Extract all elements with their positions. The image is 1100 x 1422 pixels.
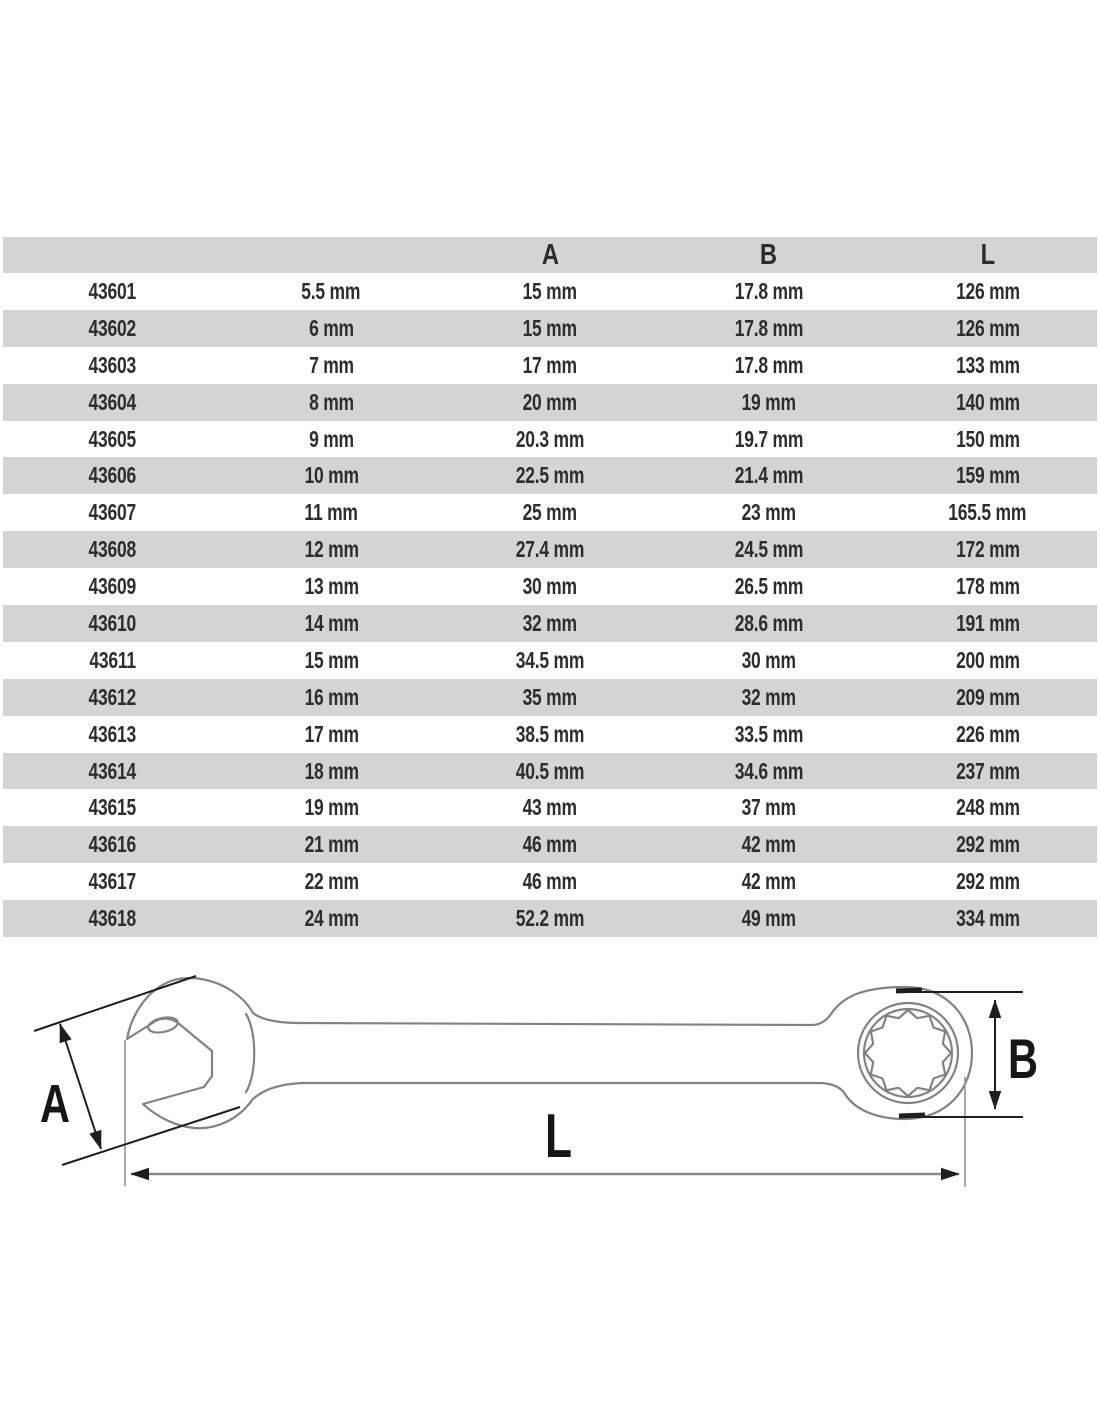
cell-value: 20.3 mm: [515, 425, 585, 452]
table-cell: [659, 610, 878, 637]
cell-value: 30 mm: [522, 573, 578, 600]
cell-value: 159 mm: [955, 462, 1020, 489]
cell-value: 26.5 mm: [734, 573, 803, 600]
item-number-cell: [3, 426, 222, 453]
cell-value: 133 mm: [955, 351, 1020, 378]
table-cell: [878, 536, 1097, 563]
cell-value: 150 mm: [955, 425, 1020, 452]
table-cell: [659, 831, 878, 858]
table-cell: [878, 721, 1097, 748]
table-cell: [441, 573, 660, 600]
table-cell: [222, 426, 441, 453]
cell-value: 43616: [88, 831, 137, 858]
item-number-cell: [3, 278, 222, 305]
header-cell-label: L: [980, 238, 995, 271]
cell-value: 46 mm: [522, 868, 578, 895]
cell-value: 200 mm: [955, 646, 1020, 673]
table-cell: [222, 831, 441, 858]
cell-value: 52.2 mm: [515, 905, 585, 932]
table-cell: [878, 758, 1097, 785]
table-cell: [878, 499, 1097, 526]
table-cell: [878, 573, 1097, 600]
table-cell: [659, 426, 878, 453]
table-cell: [659, 868, 878, 895]
table-cell: [878, 868, 1097, 895]
table-cell: [878, 389, 1097, 416]
cell-value: 15 mm: [522, 277, 578, 304]
cell-value: 43617: [88, 868, 137, 895]
table-row: [3, 753, 1097, 790]
table-cell: [222, 610, 441, 637]
dim-a-label: A: [40, 1074, 70, 1134]
cell-value: 21.4 mm: [734, 462, 803, 489]
item-number-cell: [3, 610, 222, 637]
table-cell: [222, 278, 441, 305]
table-cell: [659, 462, 878, 489]
table-row: [3, 716, 1097, 753]
cell-value: 43607: [88, 499, 137, 526]
cell-value: 7 mm: [308, 351, 354, 378]
cell-value: 15 mm: [522, 314, 578, 341]
cell-value: 19 mm: [304, 794, 359, 821]
item-number-cell: [3, 794, 222, 821]
cell-value: 172 mm: [955, 536, 1020, 563]
table-row: [3, 421, 1097, 458]
table-cell: [878, 684, 1097, 711]
table-cell: [222, 794, 441, 821]
item-number-cell: [3, 831, 222, 858]
cell-value: 22 mm: [304, 868, 359, 895]
cell-value: 37 mm: [741, 794, 796, 821]
table-cell: [222, 389, 441, 416]
cell-value: 140 mm: [955, 388, 1020, 415]
table-cell: [878, 462, 1097, 489]
cell-value: 12 mm: [304, 536, 359, 563]
table-header-row: [3, 237, 1097, 273]
dim-b-tick-top: [896, 990, 922, 991]
item-number-cell: [3, 499, 222, 526]
table-cell: [659, 721, 878, 748]
cell-value: 43610: [88, 609, 137, 636]
cell-value: 24 mm: [304, 905, 359, 932]
cell-value: 22.5 mm: [515, 462, 585, 489]
cell-value: 35 mm: [522, 683, 578, 710]
item-number-cell: [3, 315, 222, 342]
cell-value: 32 mm: [522, 609, 578, 636]
table-cell: [441, 721, 660, 748]
table-cell: [659, 647, 878, 674]
table-cell: [222, 647, 441, 674]
table-cell: [222, 758, 441, 785]
wrench-head-contour: [246, 1014, 254, 1092]
cell-value: 18 mm: [304, 757, 359, 784]
table-row: [3, 642, 1097, 679]
cell-value: 34.6 mm: [734, 757, 803, 784]
cell-value: 43613: [88, 720, 137, 747]
cell-value: 9 mm: [308, 425, 354, 452]
cell-value: 43615: [88, 794, 137, 821]
table-cell: [222, 536, 441, 563]
table-cell: [222, 462, 441, 489]
cell-value: 43608: [88, 536, 137, 563]
cell-value: 11 mm: [304, 499, 358, 526]
item-number-cell: [3, 389, 222, 416]
cell-value: 292 mm: [955, 868, 1020, 895]
cell-value: 21 mm: [304, 831, 359, 858]
cell-value: 43614: [88, 757, 137, 784]
ring-spline-teeth: [865, 1010, 951, 1096]
cell-value: 20 mm: [522, 388, 578, 415]
cell-value: 43602: [88, 314, 137, 341]
cell-value: 17 mm: [522, 351, 578, 378]
table-cell: [441, 389, 660, 416]
table-cell: [222, 905, 441, 932]
cell-value: 17.8 mm: [734, 351, 803, 378]
cell-value: 32 mm: [741, 683, 796, 710]
item-number-cell: [3, 721, 222, 748]
cell-value: 43609: [88, 573, 137, 600]
table-cell: [878, 315, 1097, 342]
cell-value: 17.8 mm: [734, 277, 803, 304]
table-cell: [441, 610, 660, 637]
table-cell: [222, 721, 441, 748]
cell-value: 43606: [88, 462, 137, 489]
cell-value: 13 mm: [304, 573, 359, 600]
wrench-diagram: [0, 950, 1100, 1422]
item-number-cell: [3, 758, 222, 785]
cell-value: 292 mm: [955, 831, 1020, 858]
cell-value: 43603: [88, 351, 137, 378]
table-cell: [441, 868, 660, 895]
table-cell: [878, 905, 1097, 932]
table-cell: [659, 573, 878, 600]
item-number-cell: [3, 868, 222, 895]
cell-value: 6 mm: [308, 314, 354, 341]
table-cell: [222, 499, 441, 526]
cell-value: 34.5 mm: [515, 646, 585, 673]
dim-b-label: B: [1008, 1027, 1038, 1090]
table-cell: [659, 684, 878, 711]
ring-outer-rim: [858, 1003, 958, 1103]
cell-value: 43612: [88, 683, 137, 710]
dim-a-extension-bottom: [62, 1107, 240, 1165]
table-cell: [222, 315, 441, 342]
cell-value: 10 mm: [304, 462, 359, 489]
table-cell: [441, 684, 660, 711]
cell-value: 27.4 mm: [515, 536, 585, 563]
table-cell: [878, 610, 1097, 637]
ring-inner-rim: [864, 1009, 952, 1097]
table-cell: [659, 315, 878, 342]
dim-a-extension-top: [34, 976, 196, 1031]
cell-value: 226 mm: [955, 720, 1020, 747]
table-cell: [441, 647, 660, 674]
cell-value: 209 mm: [955, 683, 1020, 710]
cell-value: 43 mm: [522, 794, 578, 821]
table-cell: [659, 536, 878, 563]
item-number-cell: [3, 573, 222, 600]
cell-value: 8 mm: [308, 388, 354, 415]
table-row: [3, 568, 1097, 605]
cell-value: 15 mm: [304, 646, 359, 673]
cell-value: 43604: [88, 388, 137, 415]
cell-value: 178 mm: [955, 573, 1020, 600]
cell-value: 165.5 mm: [948, 499, 1027, 526]
table-cell: [659, 758, 878, 785]
table-cell: [441, 905, 660, 932]
cell-value: 43601: [88, 277, 137, 304]
spec-table: [3, 237, 1097, 937]
table-row: [3, 900, 1097, 937]
cell-value: 17.8 mm: [734, 314, 803, 341]
cell-value: 43605: [88, 425, 137, 452]
table-cell: [441, 315, 660, 342]
table-cell: [441, 831, 660, 858]
dim-b-tick-bottom: [899, 1115, 925, 1116]
cell-value: 42 mm: [741, 831, 796, 858]
cell-value: 49 mm: [741, 905, 796, 932]
cell-value: 17 mm: [304, 720, 359, 747]
cell-value: 24.5 mm: [734, 536, 803, 563]
table-cell: [878, 647, 1097, 674]
cell-value: 30 mm: [741, 646, 796, 673]
cell-value: 14 mm: [304, 609, 359, 636]
table-row: [3, 605, 1097, 642]
header-cell-3: [659, 239, 878, 272]
table-cell: [441, 352, 660, 379]
table-cell: [441, 794, 660, 821]
cell-value: 5.5 mm: [301, 277, 361, 304]
table-cell: [441, 426, 660, 453]
table-cell: [659, 905, 878, 932]
table-row: [3, 384, 1097, 421]
header-cell-label: B: [760, 238, 778, 271]
table-cell: [878, 831, 1097, 858]
item-number-cell: [3, 462, 222, 489]
table-cell: [659, 389, 878, 416]
cell-value: 126 mm: [955, 277, 1020, 304]
cell-value: 334 mm: [955, 905, 1020, 932]
item-number-cell: [3, 684, 222, 711]
table-cell: [441, 278, 660, 305]
table-row: [3, 679, 1097, 716]
table-cell: [222, 684, 441, 711]
dim-l-label: L: [545, 1102, 572, 1171]
table-body: [3, 273, 1097, 937]
table-cell: [441, 758, 660, 785]
table-cell: [441, 536, 660, 563]
table-cell: [222, 352, 441, 379]
table-cell: [441, 499, 660, 526]
cell-value: 126 mm: [955, 314, 1020, 341]
cell-value: 33.5 mm: [734, 720, 803, 747]
header-cell-2: [441, 239, 660, 272]
cell-value: 191 mm: [955, 609, 1020, 636]
table-cell: [878, 352, 1097, 379]
table-cell: [222, 573, 441, 600]
table-cell: [441, 462, 660, 489]
table-cell: [659, 278, 878, 305]
cell-value: 38.5 mm: [515, 720, 585, 747]
cell-value: 40.5 mm: [515, 757, 585, 784]
table-row: [3, 457, 1097, 494]
header-cell-label: A: [541, 238, 559, 271]
table-row: [3, 826, 1097, 863]
cell-value: 43611: [89, 646, 136, 673]
cell-value: 46 mm: [522, 831, 578, 858]
item-number-cell: [3, 536, 222, 563]
cell-value: 248 mm: [955, 794, 1020, 821]
table-cell: [659, 352, 878, 379]
cell-value: 19.7 mm: [734, 425, 803, 452]
cell-value: 25 mm: [522, 499, 578, 526]
cell-value: 23 mm: [741, 499, 796, 526]
table-row: [3, 273, 1097, 310]
table-row: [3, 310, 1097, 347]
table-cell: [659, 499, 878, 526]
header-cell-4: [878, 239, 1097, 272]
table-row: [3, 494, 1097, 531]
table-row: [3, 863, 1097, 900]
cell-value: 28.6 mm: [734, 609, 803, 636]
wrench-jaw-detail: [147, 1015, 179, 1035]
item-number-cell: [3, 905, 222, 932]
cell-value: 19 mm: [741, 388, 796, 415]
item-number-cell: [3, 352, 222, 379]
table-row: [3, 789, 1097, 826]
table-cell: [878, 794, 1097, 821]
cell-value: 43618: [88, 905, 137, 932]
table-row: [3, 347, 1097, 384]
cell-value: 16 mm: [304, 683, 359, 710]
table-cell: [878, 426, 1097, 453]
table-cell: [878, 278, 1097, 305]
item-number-cell: [3, 647, 222, 674]
cell-value: 42 mm: [741, 868, 796, 895]
cell-value: 237 mm: [955, 757, 1020, 784]
table-cell: [659, 794, 878, 821]
table-row: [3, 531, 1097, 568]
table-cell: [222, 868, 441, 895]
